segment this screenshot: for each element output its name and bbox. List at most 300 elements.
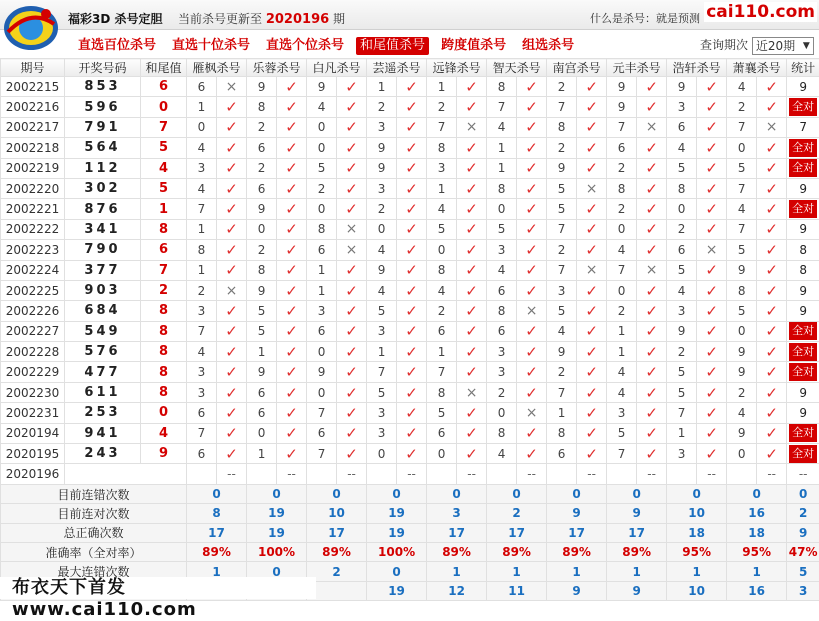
- table-row: [1, 138, 819, 158]
- kill-number-cell: 7: [727, 117, 757, 137]
- check-icon: ✓: [277, 97, 307, 117]
- draw-numbers-cell: 243: [65, 444, 141, 464]
- kill-number-cell: 1: [247, 444, 277, 464]
- check-icon: ✓: [457, 423, 487, 443]
- current-kill-number: 1: [547, 464, 577, 484]
- period-cell: 2002230: [1, 382, 65, 402]
- check-icon: ✓: [277, 301, 307, 321]
- kill-number-cell: 1: [187, 260, 217, 280]
- check-icon: ✓: [637, 219, 667, 239]
- kill-number-cell: 1: [247, 342, 277, 362]
- draw-numbers-cell: 112: [65, 158, 141, 178]
- kill-number-cell: 4: [667, 280, 697, 300]
- kill-number-cell: 0: [247, 423, 277, 443]
- kill-number-cell: 9: [727, 362, 757, 382]
- check-icon: ✓: [277, 362, 307, 382]
- lottery-ball-logo-icon: [2, 2, 60, 52]
- check-icon: ✓: [637, 138, 667, 158]
- stat-cell: 9: [787, 301, 819, 321]
- kill-number-cell: 7: [547, 382, 577, 402]
- check-icon: ✓: [217, 178, 247, 198]
- check-icon: ✓: [697, 97, 727, 117]
- check-icon: ✓: [757, 77, 787, 97]
- period-cell: 2002217: [1, 117, 65, 137]
- kill-number-cell: 8: [247, 97, 277, 117]
- check-icon: ✓: [577, 423, 607, 443]
- kill-number-cell: 8: [667, 178, 697, 198]
- cross-icon: ×: [217, 280, 247, 300]
- cross-icon: ×: [757, 117, 787, 137]
- stat-value: 1: [187, 562, 247, 581]
- stat-value: 2: [787, 504, 819, 523]
- kill-number-cell: 9: [667, 77, 697, 97]
- check-icon: ✓: [277, 423, 307, 443]
- period-cell: 2002231: [1, 403, 65, 423]
- check-icon: ✓: [757, 240, 787, 260]
- column-header: 芸遥杀号: [367, 59, 427, 77]
- table-row: [1, 321, 819, 341]
- stat-value: 2: [487, 504, 547, 523]
- check-icon: ✓: [757, 444, 787, 464]
- sum-tail-cell: 4: [141, 423, 187, 443]
- period-cell: 2002219: [1, 158, 65, 178]
- kill-number-cell: 5: [667, 158, 697, 178]
- cross-icon: ×: [457, 117, 487, 137]
- table-row: [1, 97, 819, 117]
- check-icon: ✓: [637, 301, 667, 321]
- stat-value: 47%: [787, 542, 819, 561]
- check-icon: ✓: [577, 444, 607, 464]
- check-icon: ✓: [457, 321, 487, 341]
- table-row: [1, 403, 819, 423]
- check-icon: ✓: [457, 301, 487, 321]
- column-header: 期号: [1, 59, 65, 77]
- draw-numbers-cell: 684: [65, 301, 141, 321]
- check-icon: ✓: [337, 260, 367, 280]
- stat-value: 1: [667, 562, 727, 581]
- kill-number-cell: 2: [607, 301, 637, 321]
- kill-number-cell: 7: [547, 219, 577, 239]
- kill-number-table: [0, 58, 819, 601]
- check-icon: ✓: [697, 77, 727, 97]
- check-icon: ✓: [517, 382, 547, 402]
- check-icon: ✓: [277, 260, 307, 280]
- check-icon: ✓: [217, 199, 247, 219]
- stat-value: 0: [247, 484, 307, 503]
- check-icon: ✓: [277, 219, 307, 239]
- stat-value: 0: [247, 562, 307, 581]
- period-cell: 2002215: [1, 77, 65, 97]
- kill-number-cell: 9: [307, 77, 337, 97]
- kill-number-cell: 9: [727, 260, 757, 280]
- check-icon: ✓: [457, 342, 487, 362]
- kill-number-cell: 5: [727, 240, 757, 260]
- check-icon: ✓: [577, 362, 607, 382]
- check-icon: ✓: [457, 178, 487, 198]
- kill-number-cell: 8: [487, 178, 517, 198]
- kill-number-cell: 7: [307, 444, 337, 464]
- check-icon: ✓: [577, 240, 607, 260]
- check-icon: ✓: [457, 280, 487, 300]
- kill-number-cell: 4: [367, 280, 397, 300]
- footer-watermark: 布衣天下首发: [0, 577, 316, 599]
- stat-value: 0: [607, 484, 667, 503]
- kill-number-cell: 6: [607, 138, 637, 158]
- kill-number-cell: 3: [487, 240, 517, 260]
- check-icon: ✓: [577, 158, 607, 178]
- kill-number-cell: 8: [487, 77, 517, 97]
- kill-number-cell: 0: [487, 199, 517, 219]
- check-icon: ✓: [697, 280, 727, 300]
- check-icon: ✓: [757, 403, 787, 423]
- sum-tail-cell: 0: [141, 403, 187, 423]
- stat-row: [1, 542, 819, 561]
- kill-number-cell: 0: [727, 138, 757, 158]
- placeholder-dash: --: [637, 464, 667, 484]
- tab-2[interactable]: 直选个位杀号: [262, 37, 348, 55]
- stat-row: [1, 523, 819, 542]
- stat-value: 9: [547, 581, 607, 600]
- check-icon: ✓: [577, 403, 607, 423]
- kill-number-cell: 8: [487, 301, 517, 321]
- kill-number-cell: 2: [307, 178, 337, 198]
- check-icon: ✓: [697, 423, 727, 443]
- period-cell: 2020196: [1, 464, 65, 484]
- stat-value: 1: [427, 562, 487, 581]
- stat-value: 89%: [607, 542, 667, 561]
- sum-tail-cell: 1: [141, 199, 187, 219]
- check-icon: ✓: [697, 117, 727, 137]
- stat-value: 10: [307, 504, 367, 523]
- stat-value: 1: [727, 562, 787, 581]
- kill-number-cell: 3: [367, 403, 397, 423]
- cross-icon: ×: [637, 117, 667, 137]
- table-row: [1, 178, 819, 198]
- sum-tail-cell: 6: [141, 240, 187, 260]
- kill-number-cell: 8: [727, 280, 757, 300]
- kill-number-cell: 3: [187, 301, 217, 321]
- kill-number-cell: 5: [307, 158, 337, 178]
- draw-numbers-cell: 253: [65, 403, 141, 423]
- check-icon: ✓: [757, 97, 787, 117]
- kill-number-cell: 9: [307, 362, 337, 382]
- check-icon: ✓: [277, 342, 307, 362]
- kill-number-cell: 9: [247, 362, 277, 382]
- tab-3[interactable]: 和尾值杀号: [356, 37, 429, 55]
- kill-number-cell: 2: [487, 382, 517, 402]
- kill-number-cell: 3: [187, 158, 217, 178]
- check-icon: ✓: [397, 158, 427, 178]
- check-icon: ✓: [337, 321, 367, 341]
- sum-tail-cell: 5: [141, 138, 187, 158]
- table-row: [1, 362, 819, 382]
- check-icon: ✓: [337, 301, 367, 321]
- check-icon: ✓: [637, 280, 667, 300]
- period-cell: 2002229: [1, 362, 65, 382]
- placeholder-dash: --: [697, 464, 727, 484]
- kill-number-cell: 9: [247, 280, 277, 300]
- kill-number-cell: 8: [427, 260, 457, 280]
- tab-0[interactable]: 直选百位杀号: [74, 37, 160, 55]
- kill-number-cell: 3: [187, 362, 217, 382]
- draw-numbers-cell: 596: [65, 97, 141, 117]
- kill-number-cell: 9: [727, 423, 757, 443]
- check-icon: ✓: [637, 403, 667, 423]
- check-icon: ✓: [637, 97, 667, 117]
- period-cell: 2002223: [1, 240, 65, 260]
- kill-number-cell: 9: [247, 77, 277, 97]
- stat-value: 89%: [427, 542, 487, 561]
- kill-number-cell: 8: [487, 423, 517, 443]
- current-kill-number: 6: [307, 464, 337, 484]
- check-icon: ✓: [637, 362, 667, 382]
- kill-number-cell: 2: [727, 382, 757, 402]
- kill-number-cell: 5: [727, 301, 757, 321]
- check-icon: ✓: [517, 362, 547, 382]
- check-icon: ✓: [337, 382, 367, 402]
- kill-number-cell: 9: [547, 342, 577, 362]
- kill-number-cell: 5: [607, 423, 637, 443]
- stat-value: 10: [667, 581, 727, 600]
- stat-value: 89%: [547, 542, 607, 561]
- stat-value: 19: [367, 504, 427, 523]
- kill-number-cell: 7: [427, 117, 457, 137]
- check-icon: ✓: [397, 301, 427, 321]
- kill-number-cell: 3: [367, 117, 397, 137]
- kill-number-cell: 2: [607, 199, 637, 219]
- sum-tail-cell: 8: [141, 382, 187, 402]
- check-icon: ✓: [757, 280, 787, 300]
- kill-number-cell: 0: [607, 219, 637, 239]
- kill-number-cell: 3: [607, 403, 637, 423]
- kill-number-cell: 1: [187, 219, 217, 239]
- cross-icon: ×: [697, 240, 727, 260]
- kill-number-cell: 0: [367, 444, 397, 464]
- period-cell: 2020194: [1, 423, 65, 443]
- check-icon: ✓: [397, 178, 427, 198]
- current-kill-number: 4: [667, 464, 697, 484]
- check-icon: ✓: [637, 240, 667, 260]
- kill-number-cell: 2: [367, 97, 397, 117]
- cross-icon: ×: [517, 301, 547, 321]
- kill-number-cell: 2: [247, 240, 277, 260]
- stat-cell: 9: [787, 219, 819, 239]
- kill-number-cell: 2: [187, 280, 217, 300]
- kill-number-cell: 7: [187, 199, 217, 219]
- kill-number-cell: 6: [547, 444, 577, 464]
- check-icon: ✓: [337, 403, 367, 423]
- check-icon: ✓: [397, 444, 427, 464]
- draw-numbers-cell: 853: [65, 77, 141, 97]
- tab-list: [74, 37, 584, 55]
- period-label: 查询期次: [700, 38, 748, 52]
- stat-cell: 9: [787, 280, 819, 300]
- kill-number-cell: 6: [187, 77, 217, 97]
- kill-number-cell: 0: [487, 403, 517, 423]
- check-icon: ✓: [637, 199, 667, 219]
- check-icon: ✓: [517, 260, 547, 280]
- placeholder-dash: --: [517, 464, 547, 484]
- column-header: 萧襄杀号: [727, 59, 787, 77]
- stat-value: 5: [787, 562, 819, 581]
- table-row: [1, 219, 819, 239]
- kill-number-cell: 5: [667, 260, 697, 280]
- check-icon: ✓: [217, 444, 247, 464]
- check-icon: ✓: [577, 199, 607, 219]
- check-icon: ✓: [637, 77, 667, 97]
- kill-number-cell: 7: [187, 321, 217, 341]
- kill-number-cell: 0: [427, 444, 457, 464]
- check-icon: ✓: [457, 260, 487, 280]
- stat-row: [1, 504, 819, 523]
- stat-label: 总正确次数: [1, 523, 187, 542]
- table-row: [1, 240, 819, 260]
- check-icon: ✓: [517, 158, 547, 178]
- kill-number-cell: 6: [307, 240, 337, 260]
- stat-row: [1, 484, 819, 503]
- column-header: 白凡杀号: [307, 59, 367, 77]
- check-icon: ✓: [217, 117, 247, 137]
- kill-number-cell: 7: [607, 260, 637, 280]
- check-icon: ✓: [397, 97, 427, 117]
- all-correct-badge: 全对: [789, 363, 817, 381]
- kill-number-cell: 4: [727, 77, 757, 97]
- stat-value: 0: [187, 484, 247, 503]
- sum-tail-cell: 5: [141, 178, 187, 198]
- check-icon: ✓: [337, 362, 367, 382]
- check-icon: ✓: [337, 178, 367, 198]
- sum-tail-cell: 8: [141, 342, 187, 362]
- check-icon: ✓: [757, 423, 787, 443]
- check-icon: ✓: [637, 321, 667, 341]
- tab-5[interactable]: 组选杀号: [518, 37, 578, 55]
- all-correct-badge: 全对: [789, 139, 817, 157]
- column-header: 乐蓉杀号: [247, 59, 307, 77]
- kill-number-cell: 3: [307, 301, 337, 321]
- kill-number-cell: 4: [727, 403, 757, 423]
- column-header: 元丰杀号: [607, 59, 667, 77]
- chevron-down-icon: ▼: [803, 38, 810, 54]
- check-icon: ✓: [517, 423, 547, 443]
- table-row: [1, 342, 819, 362]
- placeholder-dash: --: [577, 464, 607, 484]
- period-cell: 2002220: [1, 178, 65, 198]
- kill-number-cell: 7: [727, 219, 757, 239]
- check-icon: ✓: [277, 403, 307, 423]
- kill-number-cell: 6: [667, 117, 697, 137]
- period-select[interactable]: [752, 37, 814, 55]
- stat-value: 19: [247, 523, 307, 542]
- sum-tail-cell: 4: [141, 158, 187, 178]
- check-icon: ✓: [457, 444, 487, 464]
- table-row: [1, 444, 819, 464]
- check-icon: ✓: [517, 199, 547, 219]
- stat-value: 0: [307, 484, 367, 503]
- kill-number-cell: 7: [187, 423, 217, 443]
- kill-number-cell: 3: [547, 280, 577, 300]
- tab-1[interactable]: 直选十位杀号: [168, 37, 254, 55]
- kill-number-cell: 5: [667, 382, 697, 402]
- check-icon: ✓: [217, 219, 247, 239]
- kill-number-cell: 5: [547, 199, 577, 219]
- current-kill-number: 6: [367, 464, 397, 484]
- sum-tail-cell: 2: [141, 280, 187, 300]
- check-icon: ✓: [697, 138, 727, 158]
- kill-number-cell: 0: [607, 280, 637, 300]
- stat-value: 95%: [667, 542, 727, 561]
- check-icon: ✓: [577, 280, 607, 300]
- kill-number-cell: 4: [487, 260, 517, 280]
- kill-number-cell: 4: [607, 362, 637, 382]
- stat-cell: [787, 321, 819, 341]
- kill-number-cell: 0: [727, 321, 757, 341]
- stat-value: 1: [547, 562, 607, 581]
- check-icon: ✓: [697, 403, 727, 423]
- current-kill-number: 1: [487, 464, 517, 484]
- stat-value: 3: [787, 581, 819, 600]
- stat-value: 1: [487, 562, 547, 581]
- current-kill-number: 9: [187, 464, 217, 484]
- tab-4[interactable]: 跨度值杀号: [437, 37, 510, 55]
- stat-value: 100%: [367, 542, 427, 561]
- kill-number-cell: 2: [367, 199, 397, 219]
- stat-value: 11: [487, 581, 547, 600]
- stat-value: 3: [427, 504, 487, 523]
- check-icon: ✓: [697, 444, 727, 464]
- period-cell: 2020195: [1, 444, 65, 464]
- kill-number-cell: 3: [487, 362, 517, 382]
- draw-numbers-cell: 611: [65, 382, 141, 402]
- check-icon: ✓: [337, 342, 367, 362]
- cross-icon: ×: [577, 260, 607, 280]
- kill-number-cell: 6: [487, 321, 517, 341]
- kill-number-cell: 8: [187, 240, 217, 260]
- table-row: [1, 382, 819, 402]
- stat-value: 1: [607, 562, 667, 581]
- watermark-top: cai110.com: [704, 2, 817, 22]
- check-icon: ✓: [397, 199, 427, 219]
- kill-number-cell: 2: [247, 117, 277, 137]
- check-icon: ✓: [397, 342, 427, 362]
- check-icon: ✓: [457, 199, 487, 219]
- draw-numbers-cell: 876: [65, 199, 141, 219]
- what-is-kill-link[interactable]: 什么是杀号：就是预测: [590, 10, 700, 26]
- check-icon: ✓: [337, 444, 367, 464]
- check-icon: ✓: [397, 240, 427, 260]
- table-row: [1, 158, 819, 178]
- check-icon: ✓: [217, 362, 247, 382]
- draw-numbers-cell: 341: [65, 219, 141, 239]
- cross-icon: ×: [457, 382, 487, 402]
- stat-cell: [787, 362, 819, 382]
- stat-value: 17: [487, 523, 547, 542]
- stat-cell: 9: [787, 77, 819, 97]
- kill-number-cell: 1: [307, 260, 337, 280]
- draw-numbers-cell: 903: [65, 280, 141, 300]
- stat-value: 19: [247, 504, 307, 523]
- kill-number-cell: 7: [607, 117, 637, 137]
- kill-number-cell: 9: [667, 321, 697, 341]
- check-icon: ✓: [757, 301, 787, 321]
- stat-value: 89%: [187, 542, 247, 561]
- kill-number-cell: 3: [667, 444, 697, 464]
- kill-number-cell: 7: [547, 97, 577, 117]
- check-icon: ✓: [697, 199, 727, 219]
- kill-number-cell: 6: [307, 321, 337, 341]
- table-row: [1, 199, 819, 219]
- kill-number-cell: 1: [427, 178, 457, 198]
- check-icon: ✓: [637, 444, 667, 464]
